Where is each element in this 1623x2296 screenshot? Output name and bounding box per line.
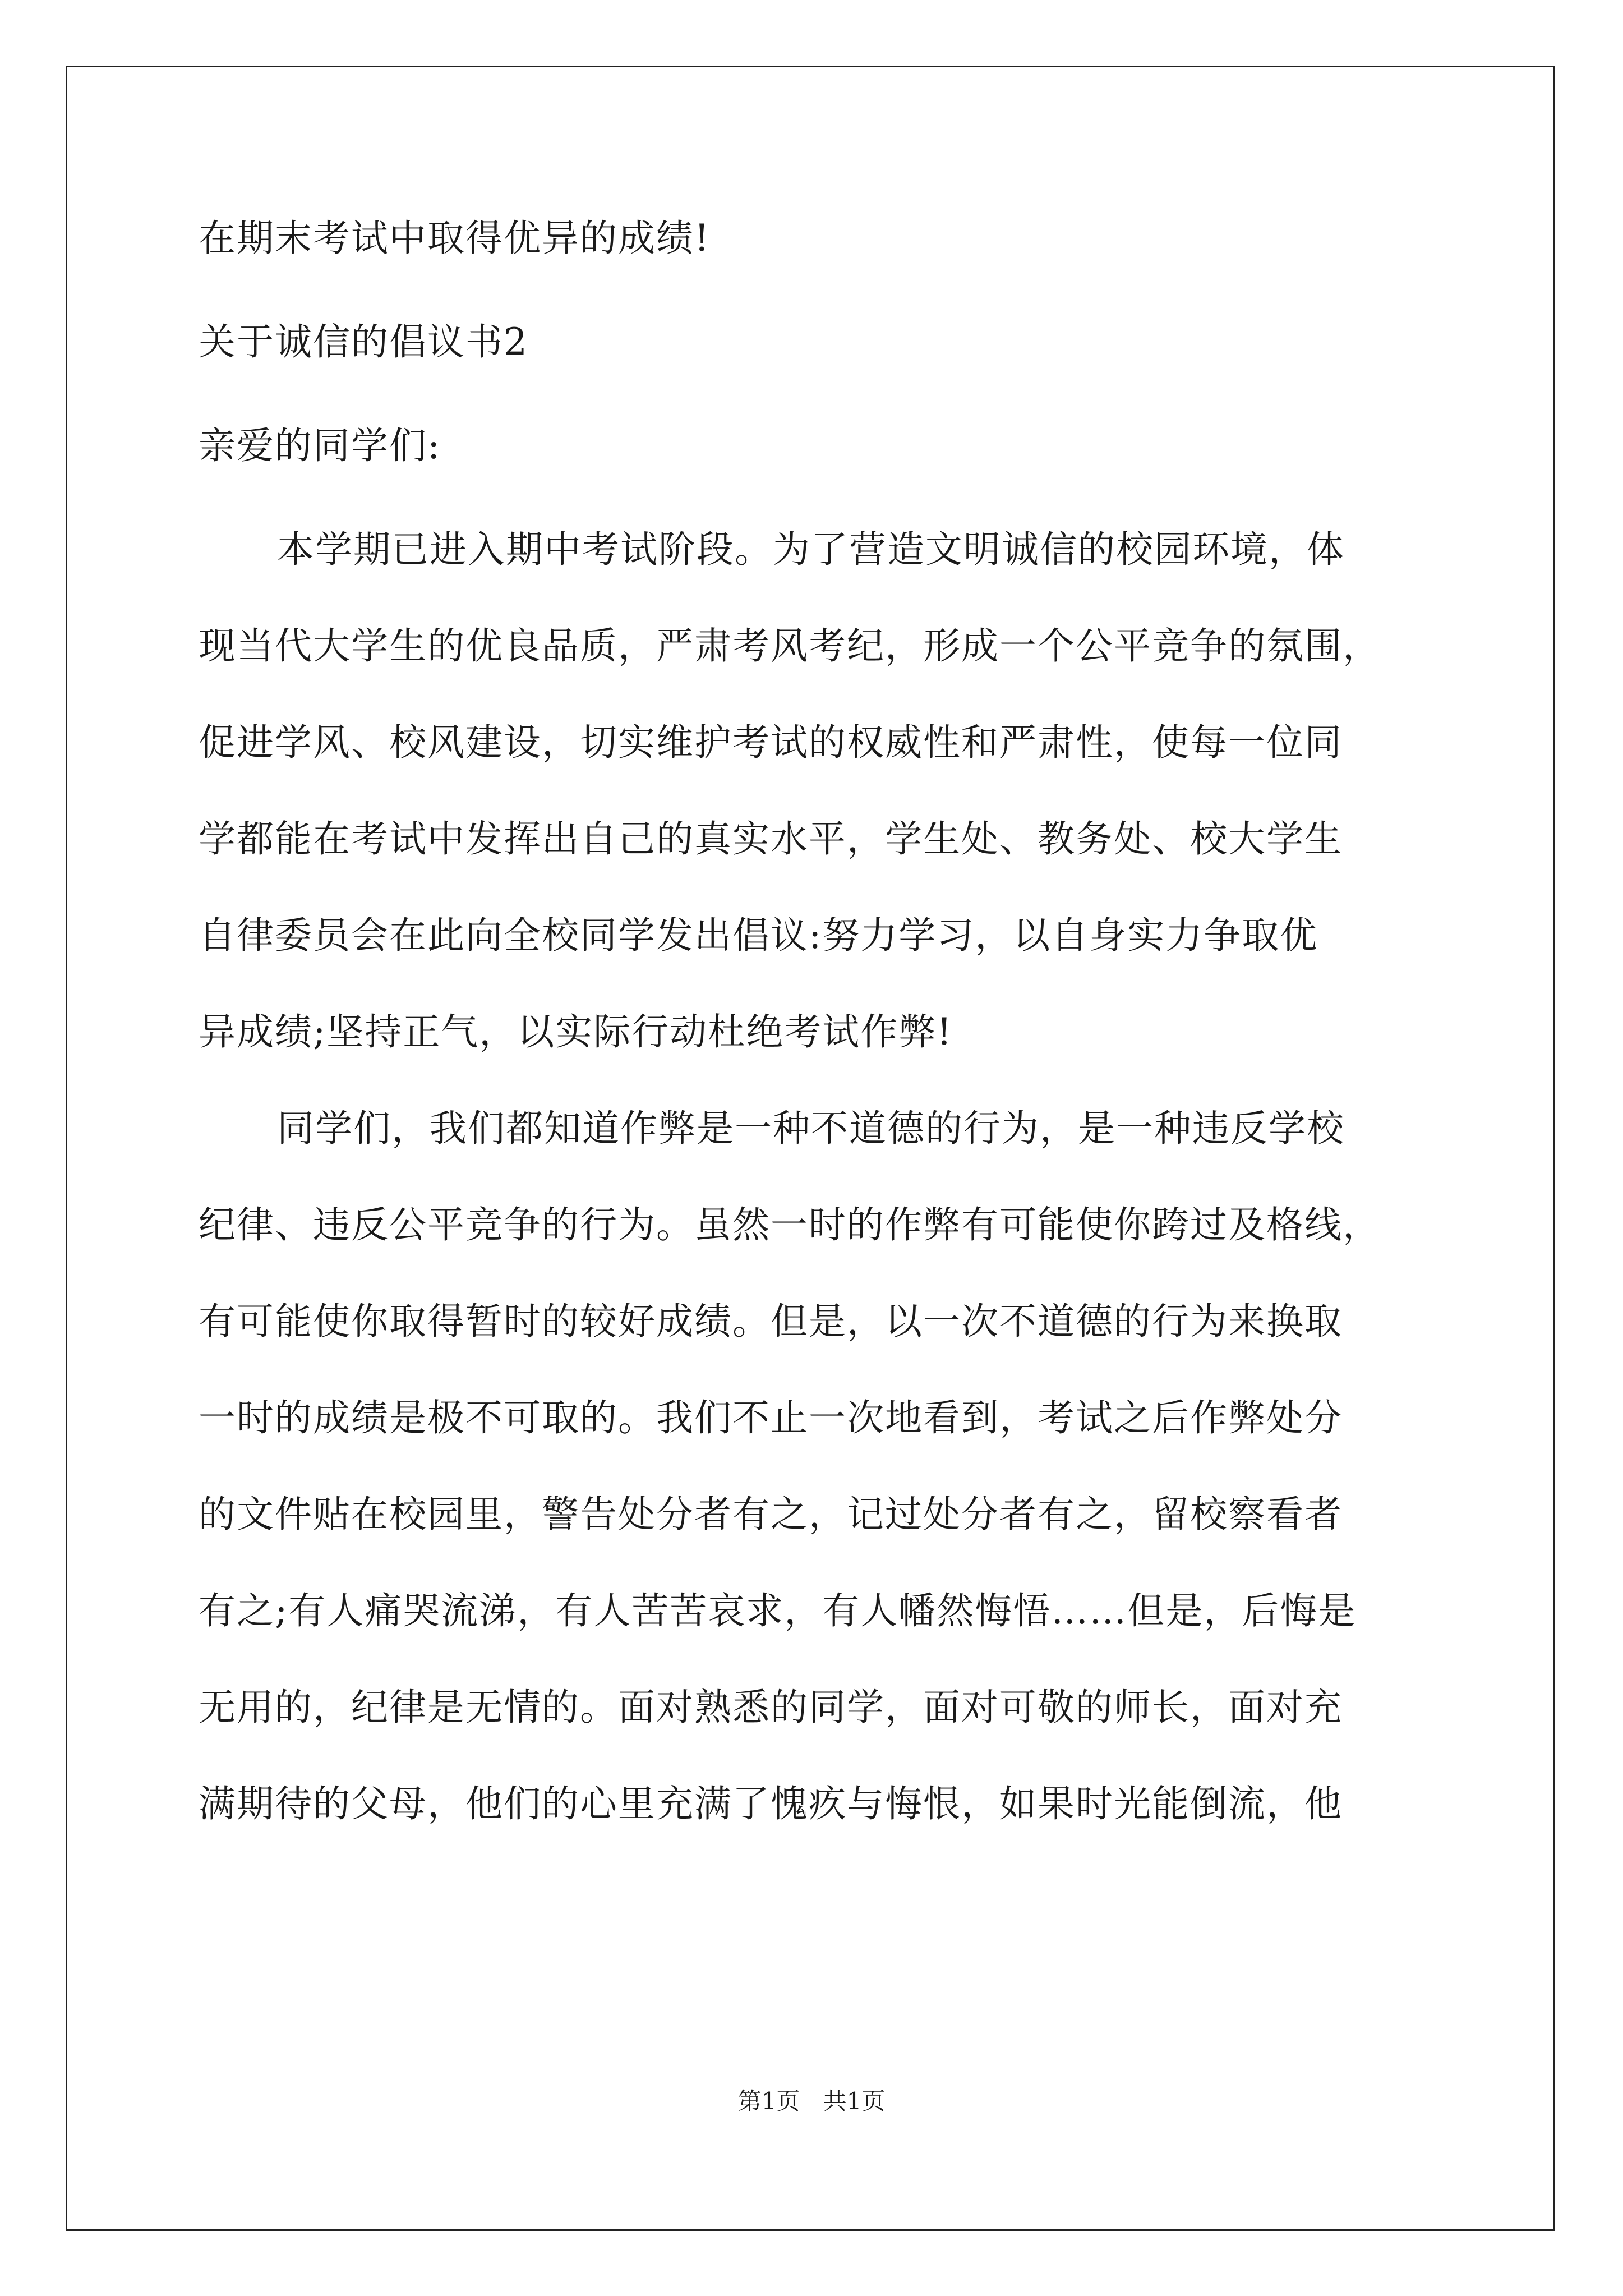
page-footer — [0, 2085, 1623, 2118]
paragraph-line: 有可能使你取得暂时的较好成绩。但是，以一次不道德的行为来换取 — [199, 1300, 1343, 1343]
text-line: 在期末考试中取得优异的成绩! — [199, 217, 711, 260]
paragraph-line: 学都能在考试中发挥出自己的真实水平，学生处、教务处、校大学生 — [199, 817, 1343, 861]
section-title: 关于诚信的倡议书2 — [199, 320, 528, 364]
page-number: 第1页 — [737, 2087, 800, 2115]
paragraph-line: 有之;有人痛哭流涕，有人苦苦哀求，有人幡然悔悟……但是，后悔是 — [199, 1589, 1357, 1632]
paragraph-line: 现当代大学生的优良品质，严肃考风考纪，形成一个公平竞争的氛围， — [199, 624, 1381, 668]
document-body — [199, 213, 1432, 1875]
paragraph-line: 一时的成绩是极不可取的。我们不止一次地看到，考试之后作弊处分 — [199, 1396, 1343, 1439]
paragraph-line: 满期待的父母，他们的心里充满了愧疚与悔恨，如果时光能倒流，他 — [199, 1782, 1343, 1825]
page-total: 共1页 — [823, 2087, 886, 2115]
paragraph-line: 促进学风、校风建设，切实维护考试的权威性和严肃性，使每一位同 — [199, 721, 1343, 764]
salutation: 亲爱的同学们: — [199, 424, 441, 467]
paragraph-line: 自律委员会在此向全校同学发出倡议:努力学习，以自身实力争取优 — [199, 914, 1318, 957]
paragraph-line: 无用的，纪律是无情的。面对熟悉的同学，面对可敬的师长，面对充 — [199, 1686, 1343, 1729]
paragraph-line: 纪律、违反公平竞争的行为。虽然一时的作弊有可能使你跨过及格线， — [199, 1203, 1381, 1246]
paragraph-line: 异成绩;坚持正气，以实际行动杜绝考试作弊! — [199, 1010, 953, 1053]
paragraph-line: 的文件贴在校园里，警告处分者有之，记过处分者有之，留校察看者 — [199, 1493, 1343, 1536]
paragraph-line: 同学们，我们都知道作弊是一种不道德的行为，是一种违反学校 — [277, 1107, 1345, 1150]
paragraph-line: 本学期已进入期中考试阶段。为了营造文明诚信的校园环境，体 — [277, 528, 1345, 571]
